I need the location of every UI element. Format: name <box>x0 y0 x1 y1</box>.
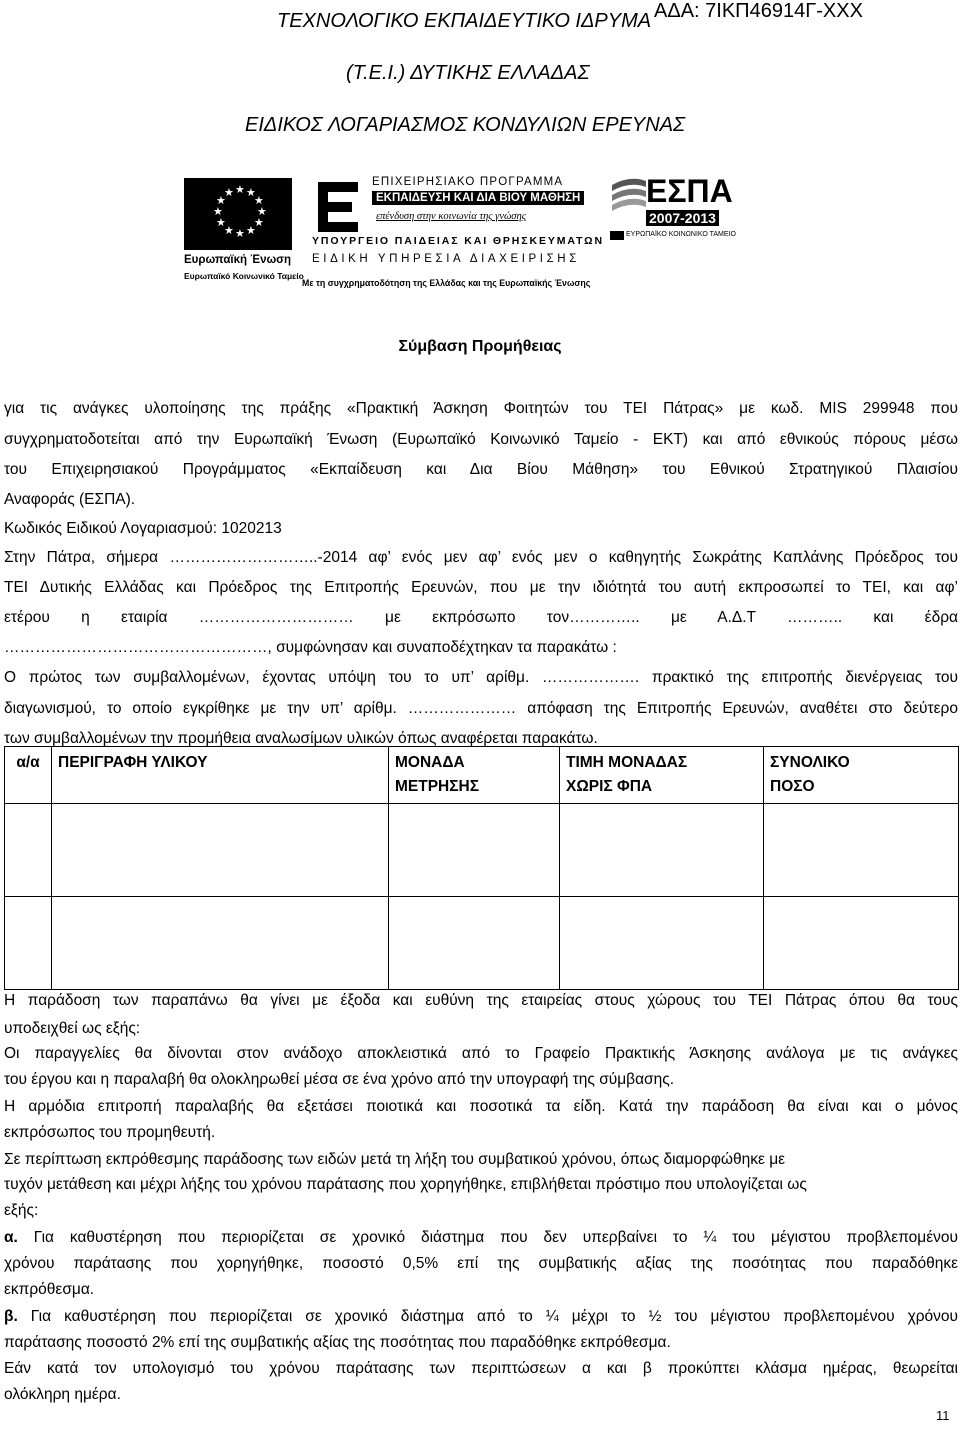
intro-line: συγχρηματοδοτείται από την Ευρωπαϊκή Ένωση (Ευρωπαϊκό Κοινωνικό Ταμείο - ΕΚΤ) και από εθνικούς πόρους μέσω <box>4 431 958 448</box>
table-cell[interactable] <box>764 804 959 897</box>
body-line: υποδειχθεί ως εξής: <box>4 1020 141 1037</box>
body-line: εκπρόθεσμα. <box>4 1281 95 1298</box>
institution-line-2: (Τ.Ε.Ι.) ΔΥΤΙΚΗΣ ΕΛΛΑΔΑΣ <box>346 62 590 84</box>
greek-flag-icon <box>610 231 624 240</box>
col-header-unit-price-text: ΤΙΜΗ ΜΟΝΑΔΑΣ ΧΩΡΙΣ ΦΠΑ <box>566 754 688 795</box>
table-header-row <box>5 747 959 804</box>
table-cell[interactable] <box>560 804 764 897</box>
svg-text:★: ★ <box>224 186 234 199</box>
svg-text:★: ★ <box>235 183 245 196</box>
col-header-total <box>764 747 959 804</box>
col-header-aa: α/α <box>5 747 52 804</box>
intro-line: ΤΕΙ Δυτικής Ελλάδας και Πρόεδρος της Επιτροπής Ερευνών, που με την ιδιότητά του αυτή εκπροσωπεί το ΤΕΙ, και αφ’ <box>4 579 958 596</box>
special-account-line: ΕΙΔΙΚΟΣ ΛΟΓΑΡΙΑΣΜΟΣ ΚΟΝΔΥΛΙΩΝ ΕΡΕΥΝΑΣ <box>245 114 686 136</box>
institution-line-1: ΤΕΧΝΟΛΟΓΙΚΟ ΕΚΠΑΙΔΕΥΤΙΚΟ ΙΔΡΥΜΑ <box>277 10 652 32</box>
eu-name: Ευρωπαϊκή Ένωση <box>184 254 292 266</box>
col-header-unit-price <box>560 747 764 804</box>
table-cell[interactable] <box>764 897 959 990</box>
table-cell[interactable] <box>5 804 52 897</box>
svg-text:★: ★ <box>254 194 264 207</box>
svg-text:★: ★ <box>216 194 226 207</box>
svg-text:★: ★ <box>254 216 264 229</box>
body-line: ολόκληρη ημέρα. <box>4 1386 121 1403</box>
svg-text:★: ★ <box>235 227 245 240</box>
eu-logo <box>184 178 304 288</box>
body-line: Η παράδοση των παραπάνω θα γίνει με έξοδα και ευθύνη της εταιρείας στους χώρους του ΤΕΙ Πάτρας όπου θα τους <box>4 992 958 1009</box>
table-cell[interactable] <box>52 897 389 990</box>
body-line: παράτασης ποσοστό 2% επί της συμβατικής αξίας της ποσότητας που παραδόθηκε εκπρόθεσμα. <box>4 1334 671 1351</box>
body-line: Η αρμόδια επιτροπή παραλαβής θα εξετάσει ποιοτικά και ποσοτικά τα είδη. Κατά την παράδοση θα είναι και ο μόνος <box>4 1098 958 1115</box>
intro-line: ……………………………………………, συμφώνησαν και συναποδέχτηκαν τα παρακάτω : <box>4 639 617 656</box>
eu-stars-icon <box>184 178 292 250</box>
document-title: Σύμβαση Προμήθειας <box>398 338 562 355</box>
intro-line: ετέρου η εταιρία ………………………… με εκπρόσωπο τον………….. με Α.Δ.Τ ……….. και έδρα <box>4 609 958 626</box>
body-line-clause-a: α. Για καθυστέρηση που περιορίζεται σε χρονικό διάστημα που δεν υπερβαίνει το ¼ του μέγιστου προβλεπομένου <box>4 1229 958 1246</box>
op-line-2: ΕΚΠΑΙΔΕΥΣΗ ΚΑΙ ΔΙΑ ΒΙΟΥ ΜΑΘΗΣΗ <box>372 191 584 205</box>
svg-text:★: ★ <box>216 216 226 229</box>
op-slogan: επένδυση στην κοινωνία της γνώσης <box>376 211 526 222</box>
body-line: εξής: <box>4 1202 39 1219</box>
table-cell[interactable] <box>560 897 764 990</box>
table-row <box>5 804 959 897</box>
svg-text:★: ★ <box>257 205 267 218</box>
svg-text:★: ★ <box>224 224 234 237</box>
table-row <box>5 897 959 990</box>
espa-logo <box>610 175 740 275</box>
col-header-total-text: ΣΥΝΟΛΙΚΟ ΠΟΣΟ <box>770 754 850 795</box>
body-line: τυχόν μετάθεση και μέχρι λήξης του χρόνου παράτασης που χορηγήθηκε, επιβλήθεται πρόστιμο που υπολογίζεται ως <box>4 1176 807 1193</box>
intro-line: Αναφοράς (ΕΣΠΑ). <box>4 491 136 508</box>
body-line: του έργου και η παραλαβή θα ολοκληρωθεί μέσα σε ένα χρόνο από την υπογραφή της σύμβασης. <box>4 1071 675 1088</box>
table-cell[interactable] <box>52 804 389 897</box>
body-line: Σε περίπτωση εκπρόθεσμης παράδοσης των ειδών μετά τη λήξη του συμβατικού χρόνου, όπως διαμορφώθηκε με <box>4 1151 786 1168</box>
cofunding-note: Με τη συγχρηματοδότηση της Ελλάδας και της Ευρωπαϊκής Ένωσης <box>302 278 591 288</box>
eu-flag <box>184 178 292 250</box>
body-line-clause-b: β. Για καθυστέρηση που περιορίζεται σε χρονικό διάστημα από το ¼ μέχρι το ½ του μέγιστου προβλεπομένου χρόνου <box>4 1308 958 1325</box>
body-line: χρόνου παράτασης που χορηγήθηκε, ποσοστό 0,5% επί της συμβατικής αξίας της ποσότητας που παραδόθηκε <box>4 1255 958 1272</box>
col-header-unit-text: ΜΟΝΑΔΑ ΜΕΤΡΗΣΗΣ <box>395 754 480 795</box>
body-line: εκπρόσωπος του προμηθευτή. <box>4 1124 216 1141</box>
page-number: 11 <box>936 1408 950 1423</box>
operational-programme-logo <box>300 175 602 293</box>
body-line: Εάν κατά τον υπολογισμό του χρόνου παράτασης των περιπτώσεων α και β προκύπτει κλάσμα ημέρας, θεωρείται <box>4 1360 958 1377</box>
intro-line: διαγωνισμού, το οποίο εγκρίθηκε με την υπ’ αρίθμ. ………………… απόφαση της Επιτροπής Ερευνών, αναθέτει στο δεύτερο <box>4 700 958 717</box>
eu-fund: Ευρωπαϊκό Κοινωνικό Ταμείο <box>184 271 304 281</box>
ada-code: ΑΔΑ: 7ΙΚΠ46914Γ-ΧΧΧ <box>654 0 863 22</box>
table-cell[interactable] <box>5 897 52 990</box>
espa-fund: ΕΥΡΩΠΑΪΚΟ ΚΟΙΝΩΝΙΚΟ ΤΑΜΕΙΟ <box>626 231 736 238</box>
special-service-name: ΕΙΔΙΚΗ ΥΠΗΡΕΣΙΑ ΔΙΑΧΕΙΡΙΣΗΣ <box>312 253 580 265</box>
svg-text:★: ★ <box>246 186 256 199</box>
svg-text:★: ★ <box>213 205 223 218</box>
intro-line: Ο πρώτος των συμβαλλομένων, έχοντας υπόψη του το υπ’ αρίθμ. ………………. πρακτικό της επιτροπής διενέργειας του <box>4 669 958 686</box>
table-cell[interactable] <box>389 804 560 897</box>
intro-line: για τις ανάγκες υλοποίησης της πράξης «Πρακτική Άσκηση Φοιτητών του ΤΕΙ Πάτρας» με κωδ. MIS 299948 που <box>4 400 958 417</box>
espa-years: 2007-2013 <box>646 210 719 226</box>
table-cell[interactable] <box>389 897 560 990</box>
op-line-1: ΕΠΙΧΕΙΡΗΣΙΑΚΟ ΠΡΟΓΡΑΜΜΑ <box>372 176 564 188</box>
espa-swoosh-icon <box>610 175 648 221</box>
intro-line: Στην Πάτρα, σήμερα ………………………..-2014 αφ’ ενός μεν αφ’ ενός μεν ο καθηγητής Σωκράτης Καπλάνης Πρόεδρος του <box>4 549 958 566</box>
ministry-name: ΥΠΟΥΡΓΕΙΟ ΠΑΙΔΕΙΑΣ ΚΑΙ ΘΡΗΣΚΕΥΜΑΤΩΝ <box>312 235 604 247</box>
op-emblem-icon <box>314 178 362 236</box>
espa-title: ΕΣΠΑ <box>646 173 733 209</box>
svg-text:★: ★ <box>246 224 256 237</box>
special-account-code: Κωδικός Ειδικού Λογαριασμού: 1020213 <box>4 520 282 537</box>
body-line: Οι παραγγελίες θα δίνονται στον ανάδοχο αποκλειστικά από το Γραφείο Πρακτικής Άσκησης ανάλογα με τις ανάγκες <box>4 1045 958 1062</box>
intro-line: του Επιχειρησιακού Προγράμματος «Εκπαίδευση και Δια Βίου Μάθηση» του Εθνικού Στρατηγικού Πλαισίου <box>4 461 958 478</box>
col-header-unit <box>389 747 560 804</box>
col-header-description: ΠΕΡΙΓΡΑΦΗ ΥΛΙΚΟΥ <box>52 747 389 804</box>
intro-line: των συμβαλλομένων την προμήθεια αναλωσίμων υλικών όπως αναφέρεται παρακάτω. <box>4 730 598 747</box>
items-table <box>4 746 959 990</box>
